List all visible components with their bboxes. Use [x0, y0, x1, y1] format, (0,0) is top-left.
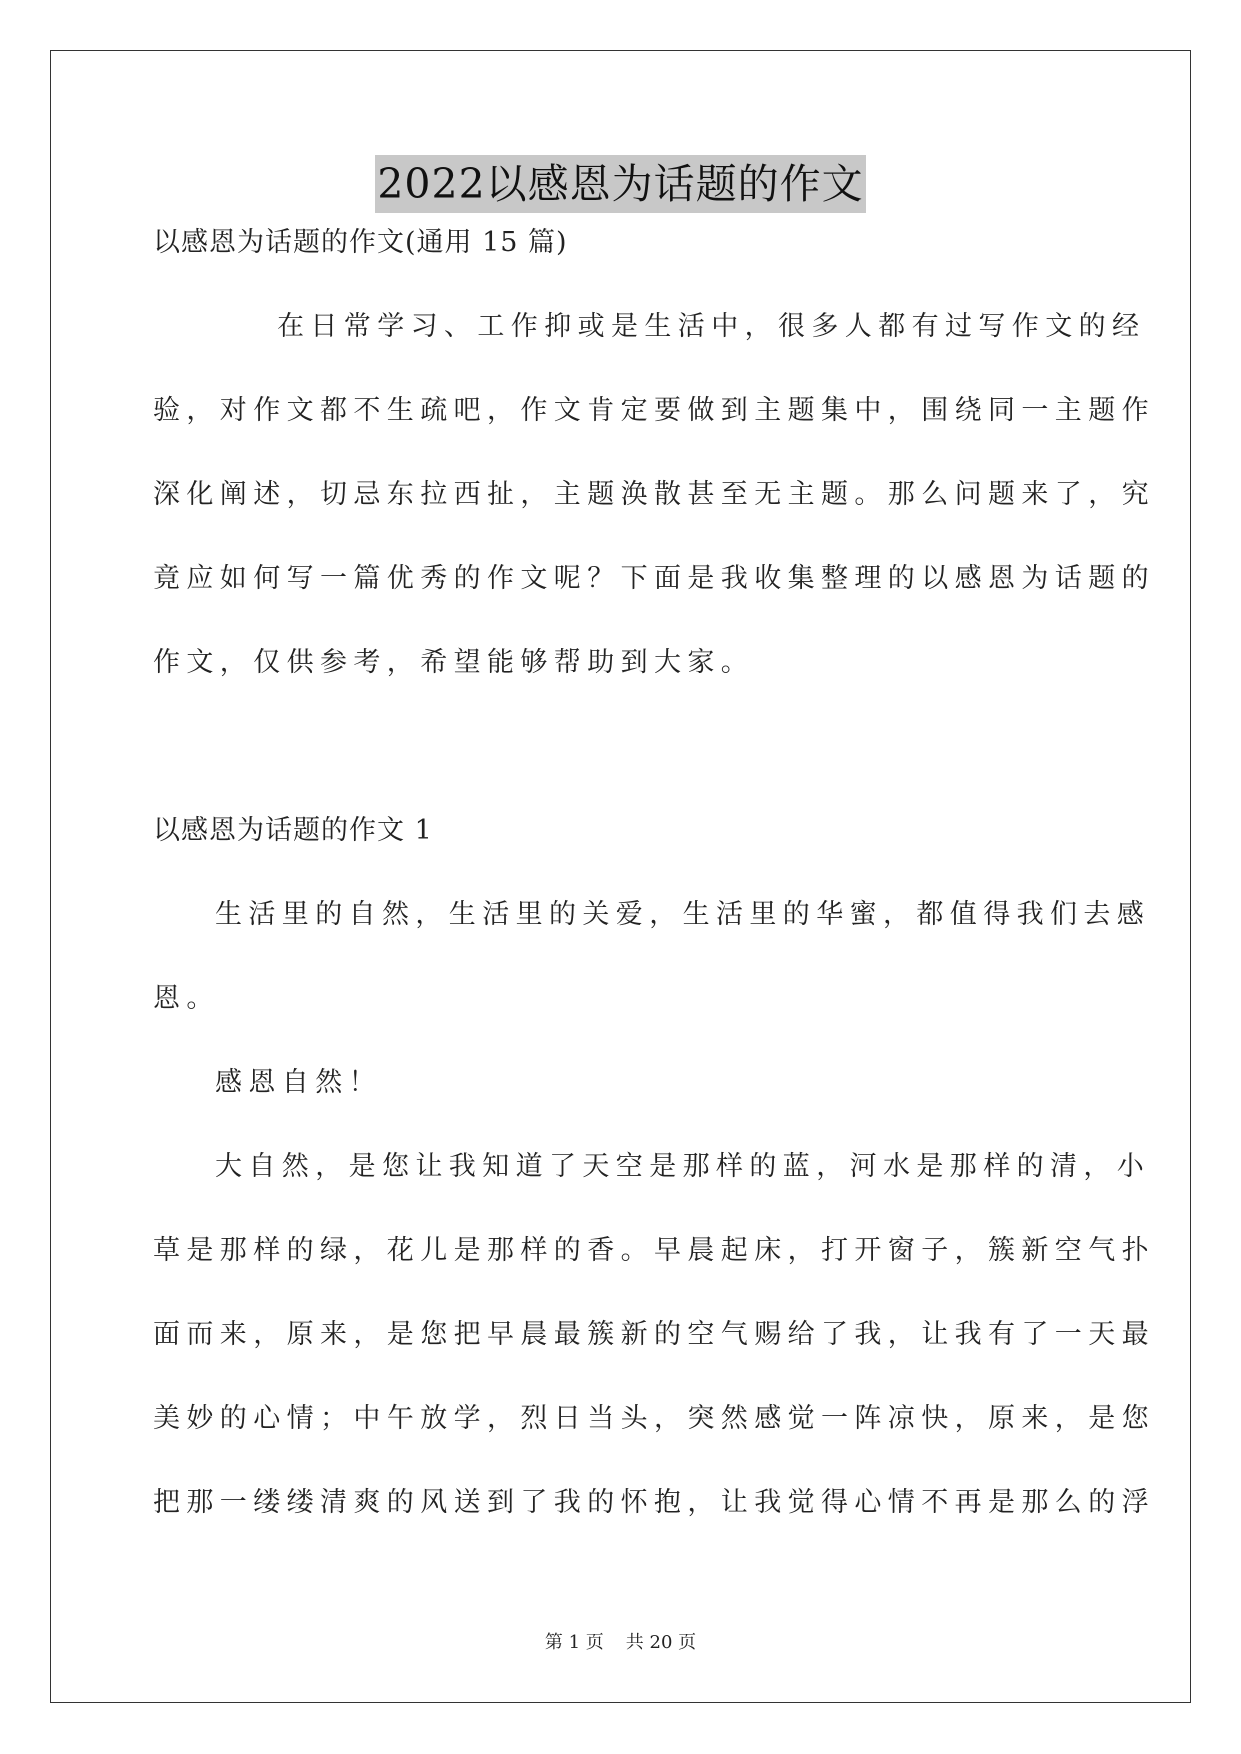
intro-line: 深化阐述，切忌东拉西扯，主题涣散甚至无主题。那么问题来了，究 — [153, 479, 1155, 510]
paragraph-line: 恩。 — [153, 983, 220, 1014]
paragraph-line: 感恩自然！ — [215, 1067, 382, 1098]
document-title: 2022以感恩为话题的作文 — [375, 155, 865, 213]
document-body — [153, 222, 1155, 1566]
paragraph-line: 面而来，原来，是您把早晨最簇新的空气赐给了我，让我有了一天最 — [153, 1319, 1155, 1350]
page-total: 共 20 页 — [625, 1632, 697, 1653]
page-footer — [0, 1628, 1241, 1654]
section-heading: 以感恩为话题的作文 1 — [153, 815, 433, 846]
document-subtitle: 以感恩为话题的作文(通用 15 篇) — [153, 227, 568, 258]
title-container — [0, 155, 1241, 213]
paragraph-line: 生活里的自然，生活里的关爱，生活里的华蜜，都值得我们去感 — [215, 899, 1151, 930]
intro-line: 验，对作文都不生疏吧，作文肯定要做到主题集中，围绕同一主题作 — [153, 395, 1155, 426]
paragraph-line: 大自然，是您让我知道了天空是那样的蓝，河水是那样的清，小 — [215, 1151, 1151, 1182]
blank-line — [153, 726, 1091, 810]
page-number: 第 1 页 — [544, 1632, 604, 1653]
paragraph-line: 草是那样的绿，花儿是那样的香。早晨起床，打开窗子，簇新空气扑 — [153, 1235, 1155, 1266]
intro-line: 作文，仅供参考，希望能够帮助到大家。 — [153, 647, 755, 678]
paragraph-line: 美妙的心情；中午放学，烈日当头，突然感觉一阵凉快，原来，是您 — [153, 1403, 1155, 1434]
intro-line: 竟应如何写一篇优秀的作文呢？下面是我收集整理的以感恩为话题的 — [153, 563, 1155, 594]
paragraph-line: 把那一缕缕清爽的风送到了我的怀抱，让我觉得心情不再是那么的浮 — [153, 1487, 1155, 1518]
intro-line: 在日常学习、工作抑或是生活中，很多人都有过写作文的经 — [277, 311, 1146, 342]
